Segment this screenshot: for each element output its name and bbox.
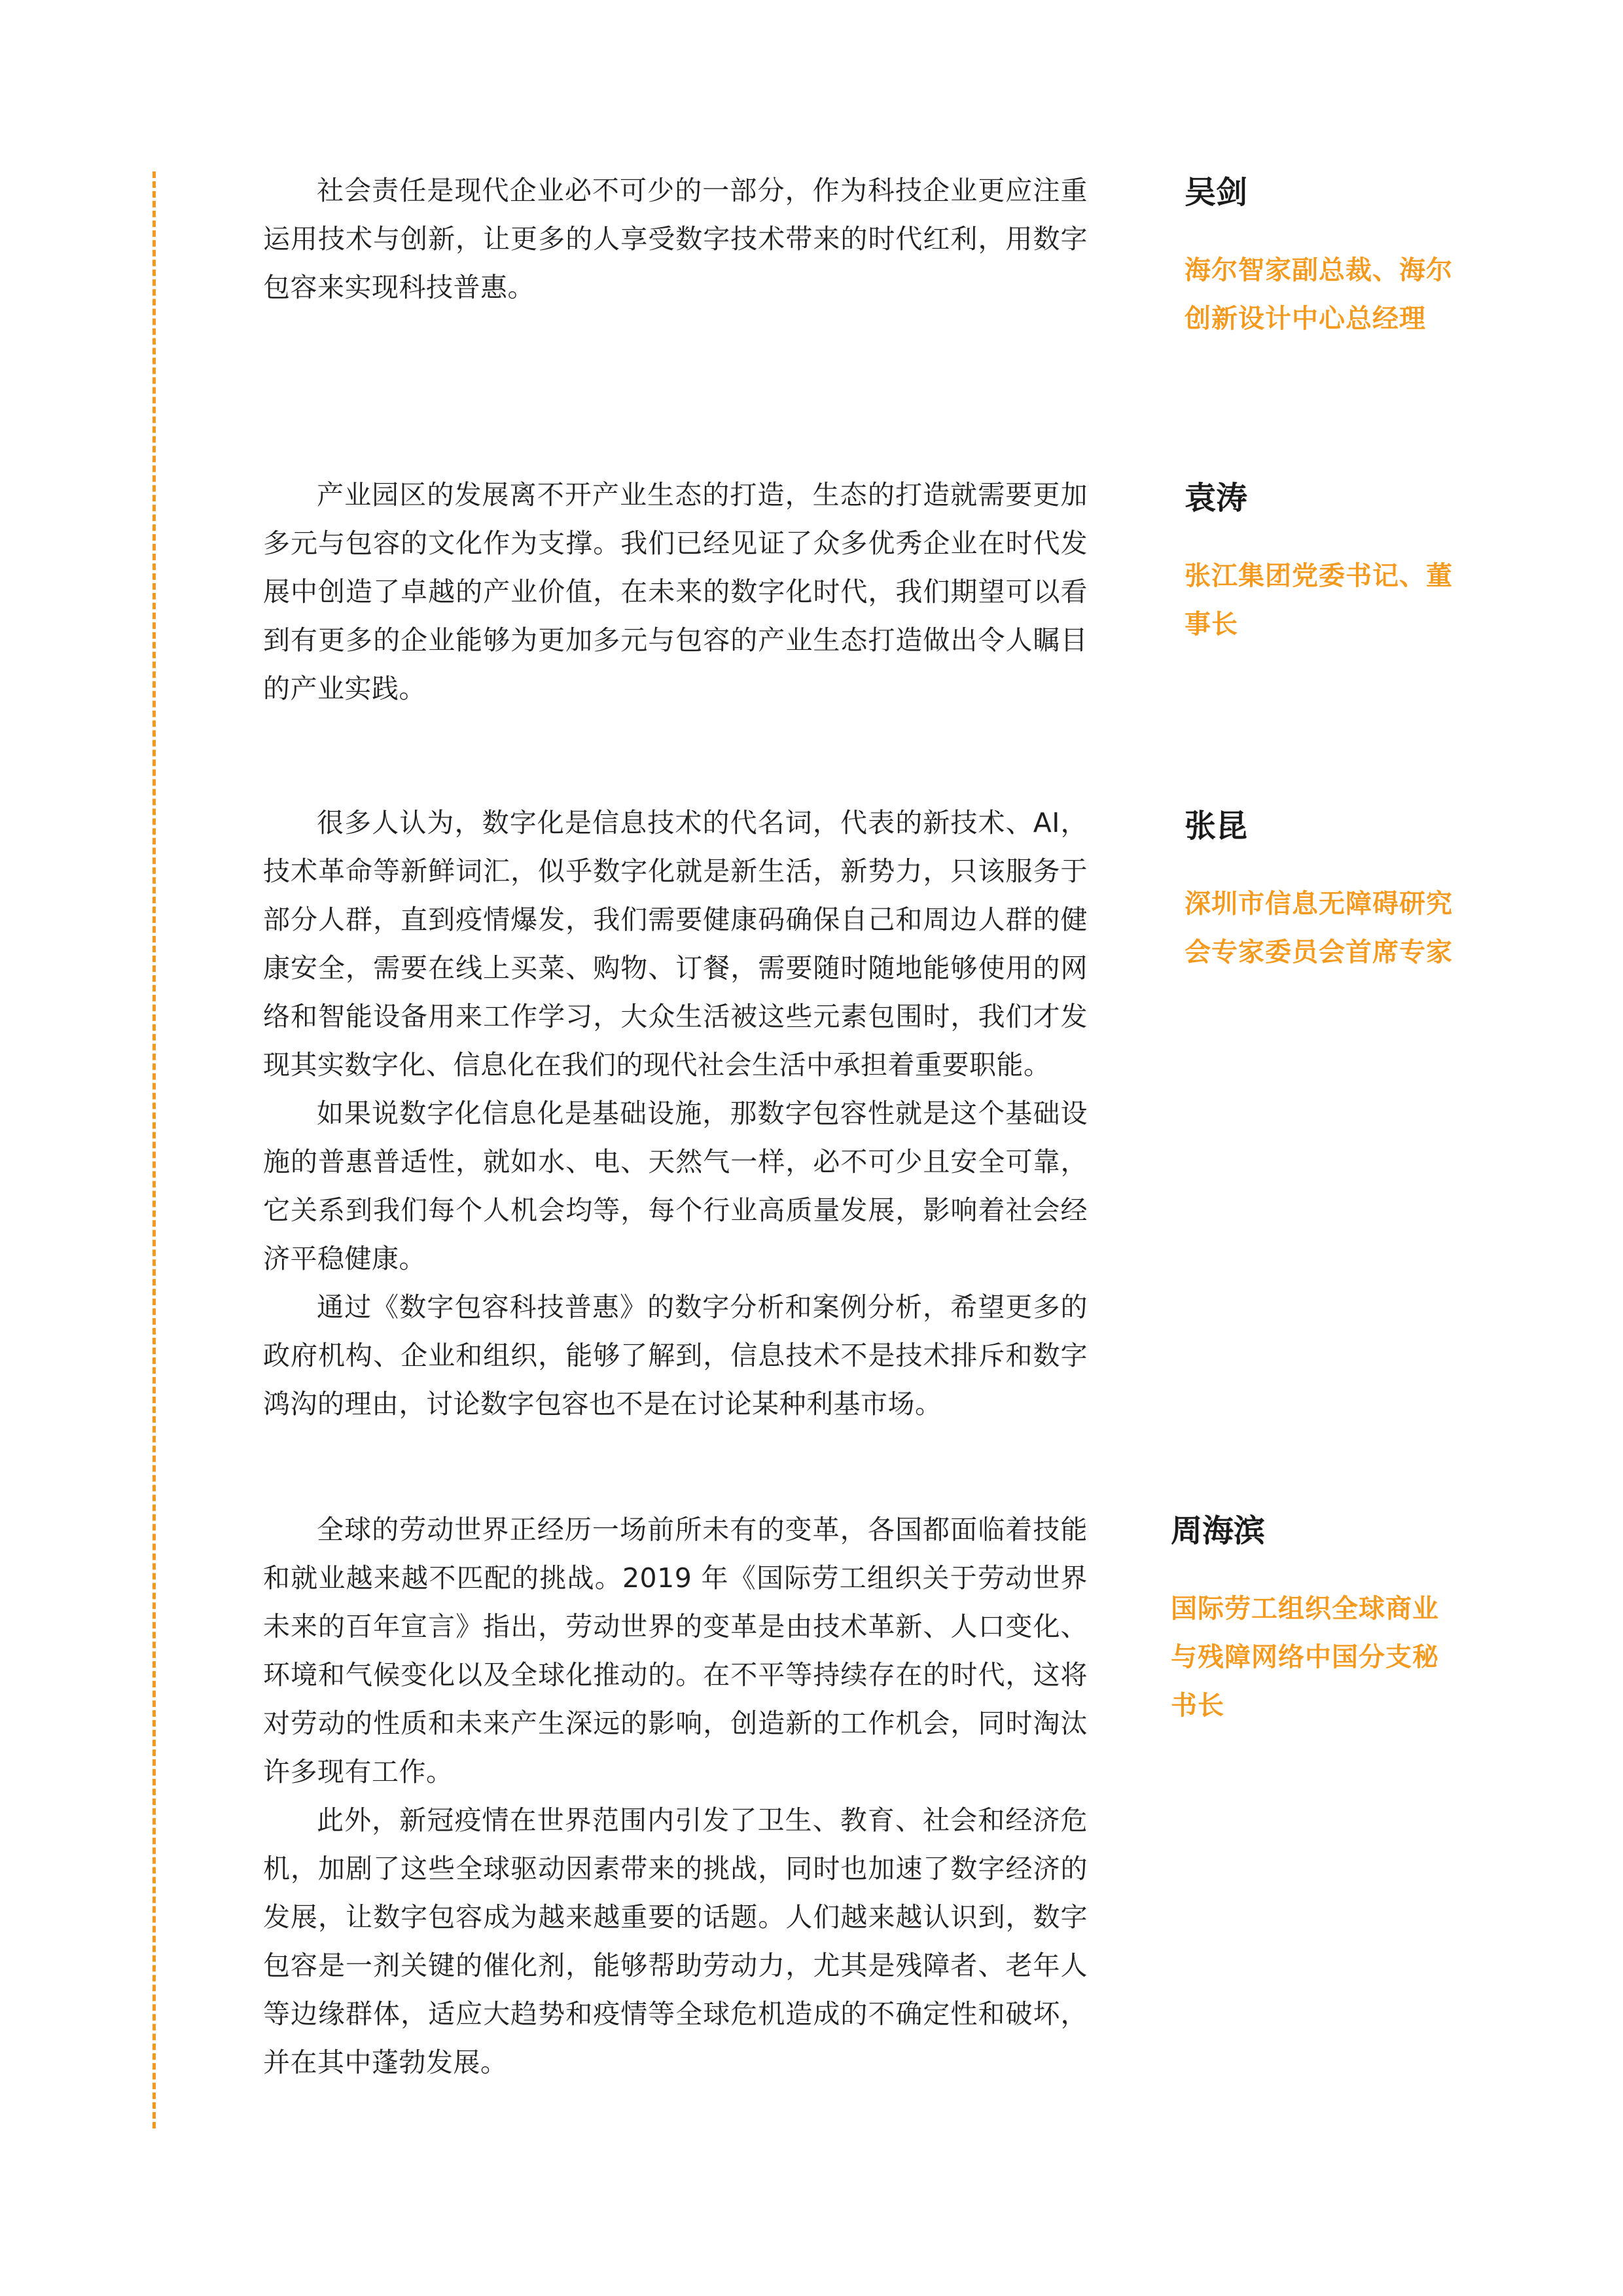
- speaker-name: 吴剑: [1185, 174, 1248, 211]
- speaker-info: [1185, 173, 1472, 343]
- speaker-info: [1185, 806, 1472, 977]
- speaker-title: 国际劳工组织全球商业与残障网络中国分支秘书长: [1171, 1594, 1439, 1721]
- quote-paragraph: 此外，新冠疫情在世界范围内引发了卫生、教育、社会和经济危机，加剧了这些全球驱动因素带来的挑战，同时也加速了数字经济的发展，让数字包容成为越来越重要的话题。人们越来越认识到，数字包容是一剂关键的催化剂，能够帮助劳动力，尤其是残障者、老年人等边缘群体，适应大趋势和疫情等全球危机造成的不确定性和破坏，并在其中蓬勃发展。: [263, 1804, 1088, 2078]
- orange-dashed-divider: [152, 171, 156, 2128]
- quote-paragraph: 社会责任是现代企业必不可少的一部分，作为科技企业更应注重运用技术与创新，让更多的人享受数字技术带来的时代红利，用数字包容来实现科技普惠。: [263, 175, 1088, 303]
- quote-paragraph: 全球的劳动世界正经历一场前所未有的变革，各国都面临着技能和就业越来越不匹配的挑战。2019 年《国际劳工组织关于劳动世界未来的百年宣言》指出，劳动世界的变革是由技术革新、人口变化、环境和气候变化以及全球化推动的。在不平等持续存在的时代，这将对劳动的性质和未来产生深远的影响，创造新的工作机会，同时淘汰许多现有工作。: [263, 1514, 1088, 1787]
- speaker-title: 海尔智家副总裁、海尔创新设计中心总经理: [1185, 255, 1453, 334]
- speaker-name: 张昆: [1185, 808, 1248, 844]
- speaker-info: [1171, 1511, 1459, 1730]
- speaker-name: 周海滨: [1171, 1513, 1266, 1549]
- speaker-title: 深圳市信息无障碍研究会专家委员会首席专家: [1185, 889, 1453, 967]
- quote-body: [263, 798, 1088, 1428]
- quote-body: [263, 471, 1088, 713]
- quote-body: [263, 1505, 1088, 2087]
- quote-paragraph: 通过《数字包容科技普惠》的数字分析和案例分析，希望更多的政府机构、企业和组织，能够了解到，信息技术不是技术排斥和数字鸿沟的理由，讨论数字包容也不是在讨论某种利基市场。: [263, 1291, 1088, 1420]
- quote-body: [263, 166, 1088, 312]
- speaker-info: [1185, 478, 1472, 649]
- quote-paragraph: 如果说数字化信息化是基础设施，那数字包容性就是这个基础设施的普惠普适性，就如水、电、天然气一样，必不可少且安全可靠，它关系到我们每个人机会均等，每个行业高质量发展，影响着社会经济平稳健康。: [263, 1098, 1088, 1274]
- quote-paragraph: 很多人认为，数字化是信息技术的代名词，代表的新技术、AI，技术革命等新鲜词汇，似乎数字化就是新生活，新势力，只该服务于部分人群，直到疫情爆发，我们需要健康码确保自己和周边人群的健康安全，需要在线上买菜、购物、订餐，需要随时随地能够使用的网络和智能设备用来工作学习，大众生活被这些元素包围时，我们才发现其实数字化、信息化在我们的现代社会生活中承担着重要职能。: [263, 807, 1088, 1081]
- speaker-title: 张江集团党委书记、董事长: [1185, 561, 1453, 639]
- speaker-name: 袁涛: [1185, 480, 1248, 516]
- quote-paragraph: 产业园区的发展离不开产业生态的打造，生态的打造就需要更加多元与包容的文化作为支撑。我们已经见证了众多优秀企业在时代发展中创造了卓越的产业价值，在未来的数字化时代，我们期望可以看到有更多的企业能够为更加多元与包容的产业生态打造做出令人瞩目的产业实践。: [263, 479, 1088, 704]
